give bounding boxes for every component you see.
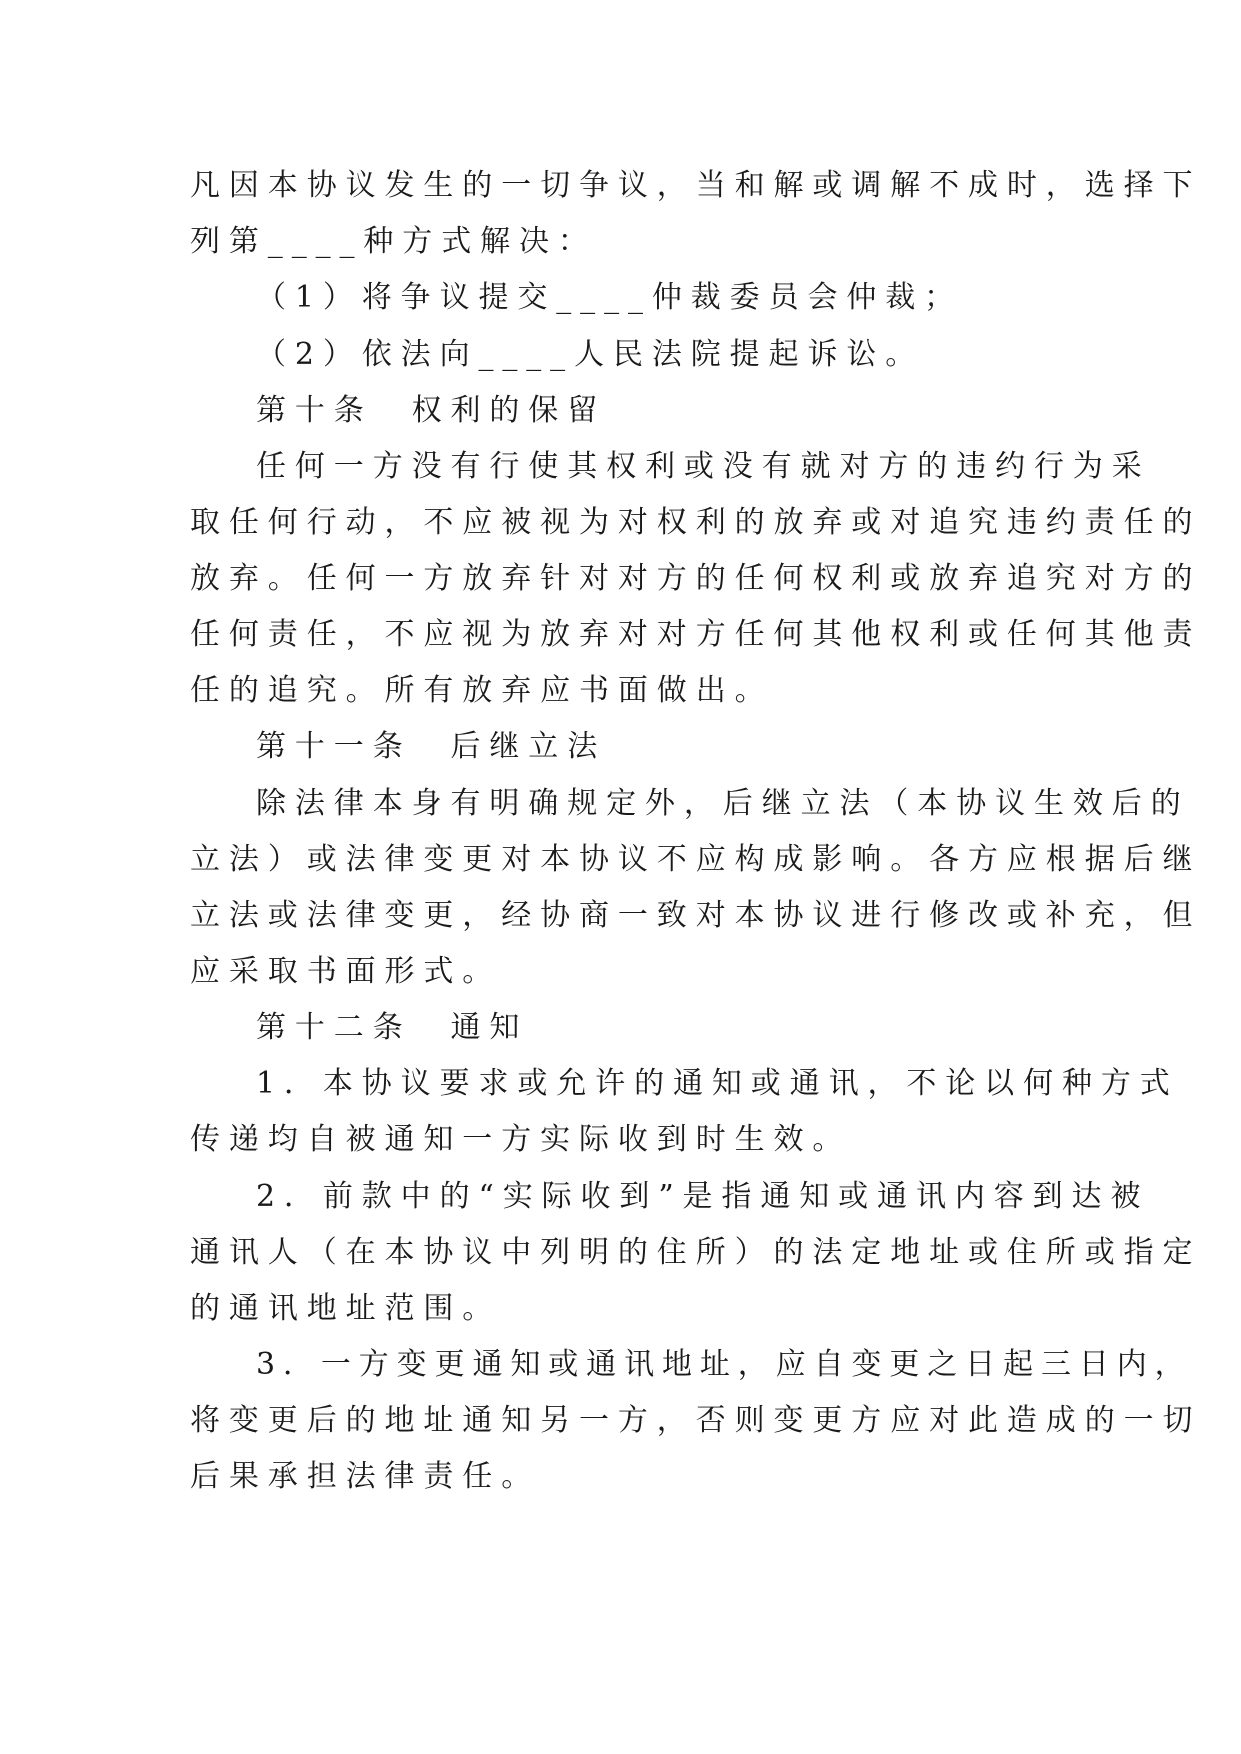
text-line-20: 通讯人（在本协议中列明的住所）的法定地址或住所或指定 [190, 1235, 1202, 1270]
text-line-10: 任的追究。所有放弃应书面做出。 [190, 673, 774, 708]
text-line-13: 立法）或法律变更对本协议不应构成影响。各方应根据后继 [190, 842, 1202, 877]
text-line-12: 除法律本身有明确规定外，后继立法（本协议生效后的 [256, 786, 1190, 821]
text-line-15: 应采取书面形式。 [190, 954, 502, 989]
text-line-14: 立法或法律变更，经协商一致对本协议进行修改或补充，但 [190, 898, 1202, 933]
option-2: （2）依法向____人民法院提起诉讼。 [256, 337, 925, 372]
text-line-19: 2．前款中的“实际收到”是指通知或通讯内容到达被 [256, 1179, 1150, 1214]
text-line-17: 1．本协议要求或允许的通知或通讯，不论以何种方式 [256, 1066, 1179, 1101]
text-line-18: 传递均自被通知一方实际收到时生效。 [190, 1122, 852, 1157]
text-line-9: 任何责任，不应视为放弃对对方任何其他权利或任何其他责 [190, 617, 1202, 652]
article-10-heading: 第十条 权利的保留 [256, 393, 607, 428]
option-1: （1）将争议提交____仲裁委员会仲裁； [256, 280, 964, 315]
text-line-1: 凡因本协议发生的一切争议，当和解或调解不成时，选择下 [190, 168, 1202, 203]
text-line-6: 任何一方没有行使其权利或没有就对方的违约行为采 [256, 449, 1151, 484]
text-line-7: 取任何行动，不应被视为对权利的放弃或对追究违约责任的 [190, 505, 1202, 540]
text-line-24: 后果承担法律责任。 [190, 1459, 541, 1494]
text-line-23: 将变更后的地址通知另一方，否则变更方应对此造成的一切 [190, 1403, 1202, 1438]
text-line-2: 列第____种方式解决： [190, 224, 597, 259]
text-line-8: 放弃。任何一方放弃针对对方的任何权利或放弃追究对方的 [190, 561, 1202, 596]
text-line-22: 3．一方变更通知或通讯地址，应自变更之日起三日内， [256, 1347, 1193, 1382]
article-11-heading: 第十一条 后继立法 [256, 729, 607, 764]
article-12-heading: 第十二条 通知 [256, 1010, 529, 1045]
text-line-21: 的通讯地址范围。 [190, 1291, 502, 1326]
